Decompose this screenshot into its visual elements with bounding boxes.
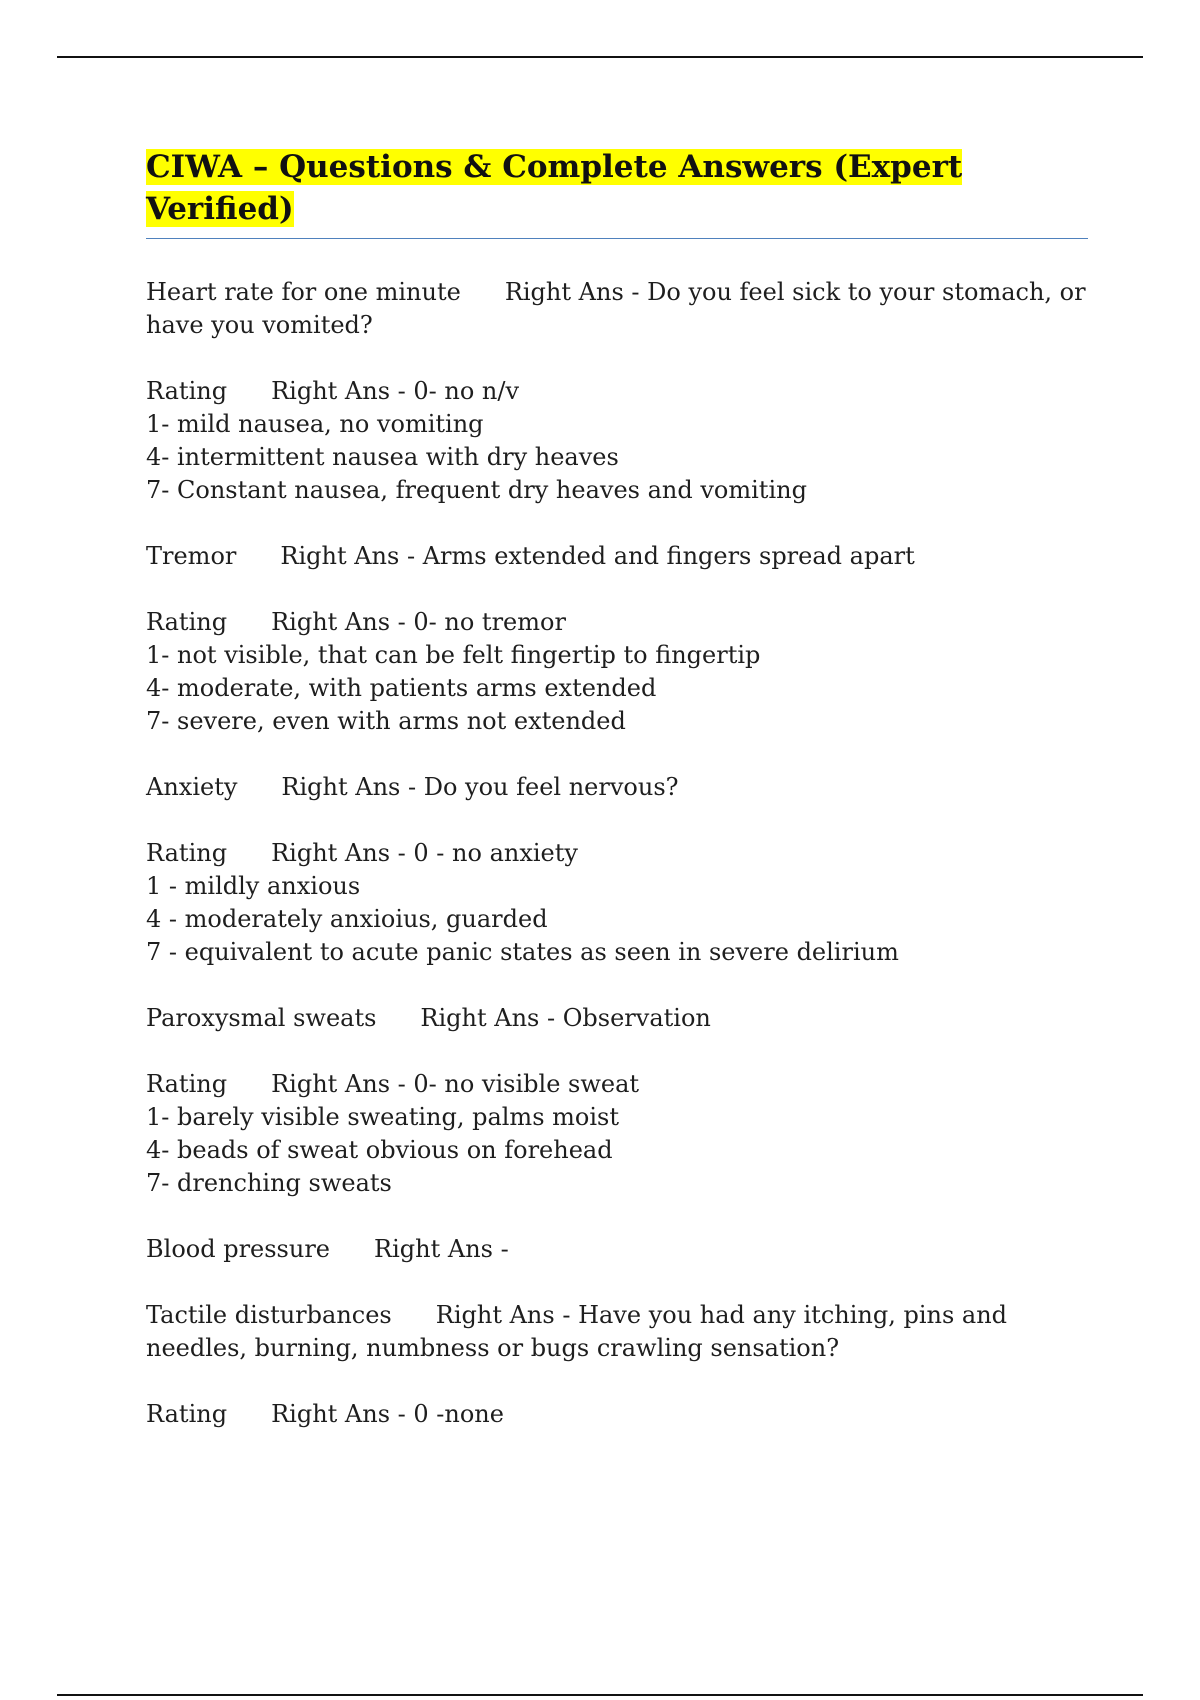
qa-entry [146, 276, 1088, 342]
answer-text: Right Ans - Do you feel nervous? [281, 773, 679, 801]
header-rule [57, 56, 1143, 58]
rating-option: 4- intermittent nausea with dry heaves [146, 443, 619, 471]
qa-entry [146, 606, 1088, 738]
answer-text: Right Ans - Observation [420, 1004, 711, 1032]
qa-list [146, 276, 1088, 1431]
question-text: Rating [146, 1400, 228, 1428]
rating-option: 4 - moderately anxioius, guarded [146, 905, 548, 933]
question-text: Anxiety [146, 773, 238, 801]
answer-text: Right Ans - [374, 1235, 509, 1263]
question-text: Rating [146, 1070, 228, 1098]
rating-option: 4- beads of sweat obvious on forehead [146, 1136, 613, 1164]
answer-text: Right Ans - 0 - no anxiety [271, 839, 578, 867]
rating-option: 1- mild nausea, no vomiting [146, 410, 484, 438]
question-text: Blood pressure [146, 1235, 331, 1263]
qa-entry [146, 375, 1088, 507]
question-text: Rating [146, 608, 228, 636]
qa-entry [146, 1002, 1088, 1035]
qa-entry [146, 1398, 1088, 1431]
document-body [146, 146, 1088, 1464]
answer-text: Right Ans - Do you feel sick to your stomach, or have you vomited? [146, 278, 1086, 339]
answer-text: Right Ans - 0- no n/v [271, 377, 520, 405]
question-text: Rating [146, 377, 228, 405]
rating-option: 1- barely visible sweating, palms moist [146, 1103, 619, 1131]
qa-entry [146, 1233, 1088, 1266]
rating-option: 7 - equivalent to acute panic states as seen in severe delirium [146, 938, 899, 966]
rating-option: 1 - mildly anxious [146, 872, 361, 900]
question-text: Rating [146, 839, 228, 867]
qa-entry [146, 837, 1088, 969]
answer-text: Right Ans - Have you had any itching, pins and needles, burning, numbness or bugs crawling sensation? [146, 1301, 1008, 1362]
footer-rule [57, 1694, 1143, 1696]
answer-text: Right Ans - Arms extended and fingers spread apart [280, 542, 915, 570]
question-text: Tremor [146, 542, 237, 570]
rating-option: 7- severe, even with arms not extended [146, 707, 626, 735]
question-text: Heart rate for one minute [146, 278, 461, 306]
answer-text: Right Ans - 0- no tremor [271, 608, 566, 636]
qa-entry [146, 1299, 1088, 1365]
question-text: Paroxysmal sweats [146, 1004, 377, 1032]
document-title [146, 146, 1088, 230]
rating-option: 7- drenching sweats [146, 1169, 392, 1197]
question-text: Tactile disturbances [146, 1301, 392, 1329]
qa-entry [146, 540, 1088, 573]
qa-entry [146, 771, 1088, 804]
answer-text: Right Ans - 0 -none [271, 1400, 504, 1428]
qa-entry [146, 1068, 1088, 1200]
rating-option: 7- Constant nausea, frequent dry heaves and vomiting [146, 476, 807, 504]
answer-text: Right Ans - 0- no visible sweat [271, 1070, 640, 1098]
title-underline [146, 238, 1088, 239]
title-text: CIWA – Questions & Complete Answers (Expert Verified) [146, 149, 963, 227]
rating-option: 4- moderate, with patients arms extended [146, 674, 657, 702]
rating-option: 1- not visible, that can be felt fingertip to fingertip [146, 641, 761, 669]
